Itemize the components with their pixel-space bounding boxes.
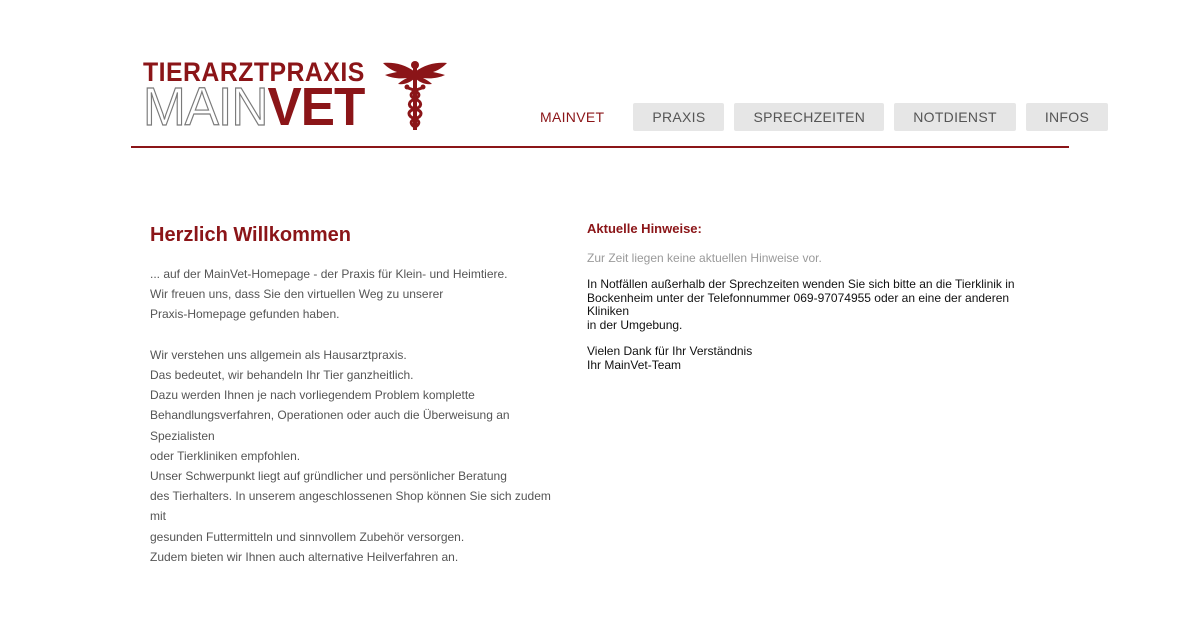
team-signature: Ihr MainVet-Team <box>587 357 682 372</box>
nav-item-notdienst[interactable]: NOTDIENST <box>894 103 1016 131</box>
welcome-line: gesunden Futtermitteln und sinnvollem Zubehör versorgen. <box>150 529 465 544</box>
welcome-line: Praxis-Homepage gefunden haben. <box>150 307 340 322</box>
welcome-line: ... auf der MainVet-Homepage - der Praxis für Klein- und Heimtiere. <box>150 267 508 281</box>
welcome-line: Wir freuen uns, dass Sie den virtuellen Weg zu unserer <box>150 287 444 302</box>
thanks-note <box>587 345 1037 372</box>
thanks-line: Vielen Dank für Ihr Verständnis <box>587 344 753 358</box>
welcome-line: Zudem bieten wir Ihnen auch alternative Heilverfahren an. <box>150 549 459 564</box>
site-header <box>131 50 1090 148</box>
welcome-line: Das bedeutet, wir behandeln Ihr Tier ganzheitlich. <box>150 368 414 382</box>
logo-line1: TIERARZTPRAXIS <box>143 57 365 87</box>
logo-wordmark <box>143 77 365 137</box>
notices-none: Zur Zeit liegen keine aktuellen Hinweise vor. <box>587 251 822 265</box>
welcome-line: Dazu werden Ihnen je nach vorliegendem Problem komplette <box>150 388 475 403</box>
welcome-line: Unser Schwerpunkt liegt auf gründlicher und persönlicher Beratung <box>150 469 507 484</box>
nav-item-infos[interactable]: INFOS <box>1026 103 1108 131</box>
logo-vet: VET <box>267 77 365 137</box>
emergency-line: In Notfällen außerhalb der Sprechzeiten wenden Sie sich bitte an die Tierklinik in <box>587 277 1015 291</box>
welcome-text <box>150 264 570 567</box>
paragraph-gap <box>150 325 570 345</box>
welcome-line: des Tierhalters. In unserem angeschlossenen Shop können Sie sich zudem mit <box>150 489 551 524</box>
main-nav <box>521 103 1108 131</box>
nav-item-sprechzeiten[interactable]: SPRECHZEITEN <box>734 103 884 131</box>
logo-main: MAIN <box>143 77 268 137</box>
emergency-notice <box>587 278 1037 332</box>
nav-item-mainvet[interactable]: MAINVET <box>540 109 605 125</box>
welcome-section <box>150 222 570 567</box>
notices-title: Aktuelle Hinweise: <box>587 221 702 236</box>
emergency-line: Bockenheim unter der Telefonnummer 069-97074955 oder an eine der anderen Kliniken <box>587 290 1010 318</box>
notices-section <box>587 220 1037 372</box>
caduceus-icon <box>381 58 449 132</box>
welcome-title: Herzlich Willkommen <box>150 224 351 246</box>
welcome-line: Wir verstehen uns allgemein als Hausarztpraxis. <box>150 347 407 362</box>
emergency-line: in der Umgebung. <box>587 317 683 332</box>
logo[interactable] <box>143 56 451 137</box>
nav-item-praxis[interactable]: PRAXIS <box>633 103 724 131</box>
welcome-line: oder Tierkliniken empfohlen. <box>150 448 301 463</box>
welcome-line: Behandlungsverfahren, Operationen oder auch die Überweisung an Spezialisten <box>150 408 510 443</box>
